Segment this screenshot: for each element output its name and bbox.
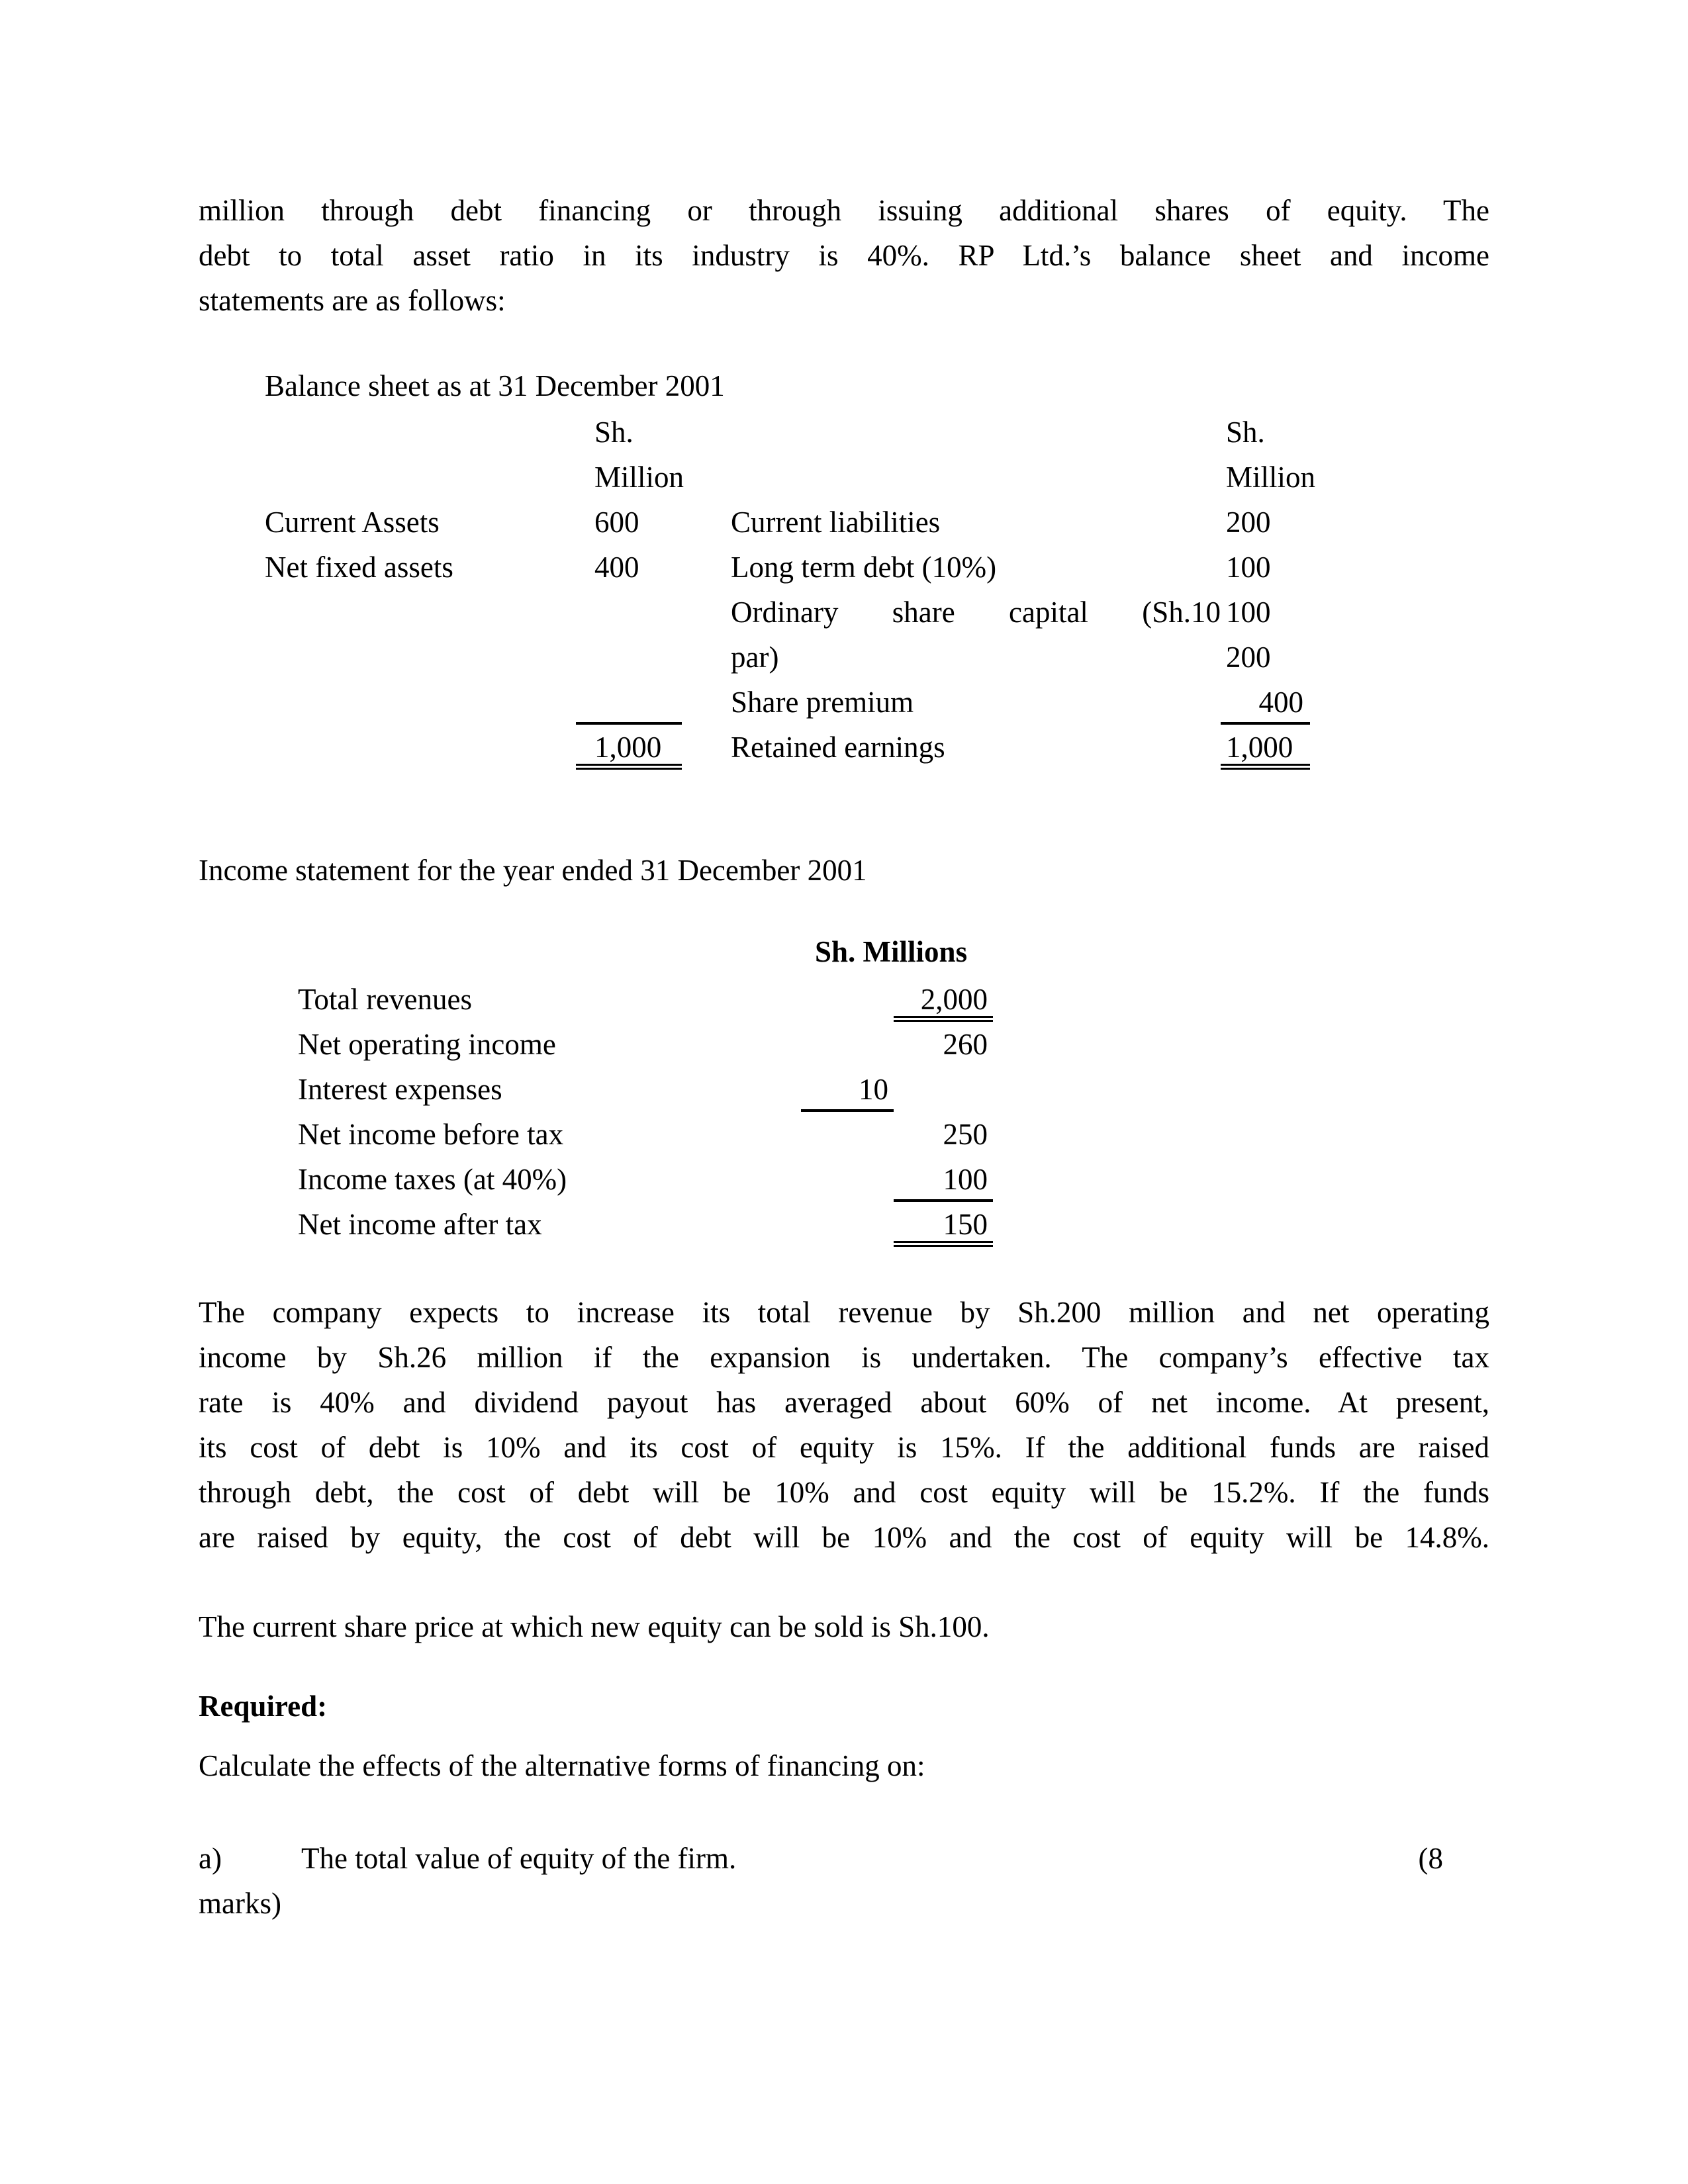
intro-paragraph bbox=[199, 188, 1489, 323]
income-statement-title: Income statement for the year ended 31 December 2001 bbox=[199, 854, 867, 887]
bs-value-share-premium: 400 bbox=[1221, 680, 1310, 725]
item-a-marks-open: (8 bbox=[1418, 1842, 1443, 1875]
intro-line-2: debt to total asset ratio in its industry is 40%. RP Ltd.’s balance sheet and income bbox=[199, 239, 1489, 272]
income-statement-unit-header: Sh. Millions bbox=[815, 935, 968, 968]
bs-label-current-liabilities: Current liabilities bbox=[731, 506, 941, 539]
bs-label-par: par) bbox=[731, 641, 779, 674]
is-value-net-income-before-tax: 250 bbox=[943, 1118, 988, 1151]
bs-cell-blank bbox=[682, 455, 1221, 500]
bs-right-unit-million: Million bbox=[1226, 461, 1316, 494]
bs-right-total: 1,000 bbox=[1221, 725, 1310, 770]
bs-label-current-assets: Current Assets bbox=[265, 506, 440, 539]
bs-cell-blank bbox=[265, 455, 576, 500]
is-label-net-income-after-tax: Net income after tax bbox=[298, 1208, 542, 1241]
balance-sheet-title: Balance sheet as at 31 December 2001 bbox=[265, 369, 725, 402]
bs-value-current-assets: 600 bbox=[594, 506, 639, 539]
intro-line-1: million through debt financing or through issuing additional shares of equity. The bbox=[199, 194, 1489, 227]
bs-cell-blank bbox=[576, 590, 682, 635]
bs-value-ordinary-share-capital: 100 bbox=[1226, 596, 1271, 629]
bs-label-share-premium: Share premium bbox=[731, 686, 914, 719]
bs-cell-blank bbox=[265, 680, 576, 725]
expansion-line-5: through debt, the cost of debt will be 10% and cost equity will be 15.2%. If the funds bbox=[199, 1476, 1489, 1509]
is-label-net-income-before-tax: Net income before tax bbox=[298, 1118, 564, 1151]
item-a-text: The total value of equity of the firm. bbox=[301, 1842, 737, 1875]
intro-line-3: statements are as follows: bbox=[199, 284, 506, 317]
bs-left-unit-million: Million bbox=[594, 461, 684, 494]
expansion-line-1: The company expects to increase its total revenue by Sh.200 million and net operating bbox=[199, 1296, 1489, 1329]
bs-cell-blank bbox=[265, 725, 576, 770]
expansion-line-4: its cost of debt is 10% and its cost of equity is 15%. If the additional funds are raised bbox=[199, 1431, 1489, 1464]
bs-label-ordinary-share-capital: Ordinary share capital (Sh.10 bbox=[731, 596, 1221, 629]
bs-value-current-liabilities: 200 bbox=[1226, 506, 1271, 539]
is-value-net-income-after-tax: 150 bbox=[894, 1202, 993, 1247]
is-maincol-blank bbox=[894, 1067, 993, 1112]
is-value-interest-expenses: 10 bbox=[801, 1067, 894, 1112]
bs-cell-blank bbox=[265, 635, 576, 680]
bs-label-long-term-debt: Long term debt (10%) bbox=[731, 551, 997, 584]
is-label-interest-expenses: Interest expenses bbox=[298, 1073, 502, 1106]
bs-cell-blank bbox=[265, 410, 576, 455]
expansion-paragraph bbox=[199, 1290, 1489, 1560]
bs-label-retained-earnings: Retained earnings bbox=[731, 731, 945, 764]
bs-left-total: 1,000 bbox=[576, 725, 682, 770]
is-label-net-operating-income: Net operating income bbox=[298, 1028, 556, 1061]
is-subcol-blank bbox=[801, 1202, 894, 1247]
item-a-label: a) bbox=[199, 1842, 222, 1875]
bs-left-subtotal-rule bbox=[576, 680, 682, 725]
bs-value-long-term-debt: 100 bbox=[1226, 551, 1271, 584]
required-heading: Required: bbox=[199, 1690, 328, 1723]
expansion-line-3: rate is 40% and dividend payout has averaged about 60% of net income. At present, bbox=[199, 1386, 1489, 1419]
is-value-income-taxes: 100 bbox=[894, 1157, 993, 1202]
is-subcol-blank bbox=[801, 977, 894, 1022]
is-subcol-blank bbox=[801, 1022, 894, 1067]
bs-value-par-row: 200 bbox=[1226, 641, 1271, 674]
is-subcol-blank bbox=[801, 1112, 894, 1157]
share-price-line: The current share price at which new equity can be sold is Sh.100. bbox=[199, 1610, 990, 1643]
required-intro: Calculate the effects of the alternative forms of financing on: bbox=[199, 1749, 925, 1782]
bs-cell-blank bbox=[265, 590, 576, 635]
bs-right-unit-sh: Sh. bbox=[1226, 416, 1265, 449]
bs-cell-blank bbox=[576, 635, 682, 680]
bs-cell-blank bbox=[682, 410, 1221, 455]
required-item-a bbox=[199, 1836, 1489, 1881]
expansion-line-6: are raised by equity, the cost of debt will be 10% and the cost of equity will be 14.8%. bbox=[199, 1521, 1489, 1554]
is-subcol-blank bbox=[801, 1157, 894, 1202]
bs-label-net-fixed-assets: Net fixed assets bbox=[265, 551, 453, 584]
is-label-income-taxes: Income taxes (at 40%) bbox=[298, 1163, 567, 1196]
bs-left-unit-sh: Sh. bbox=[594, 416, 633, 449]
bs-value-net-fixed-assets: 400 bbox=[594, 551, 639, 584]
expansion-line-2: income by Sh.26 million if the expansion is undertaken. The company’s effective tax bbox=[199, 1341, 1489, 1374]
item-a-marks-wrap: marks) bbox=[199, 1887, 281, 1920]
balance-sheet-table bbox=[265, 410, 1489, 770]
is-value-net-operating-income: 260 bbox=[943, 1028, 988, 1061]
is-label-total-revenues: Total revenues bbox=[298, 983, 472, 1016]
is-value-total-revenues: 2,000 bbox=[894, 977, 993, 1022]
income-statement-table bbox=[298, 977, 1489, 1247]
